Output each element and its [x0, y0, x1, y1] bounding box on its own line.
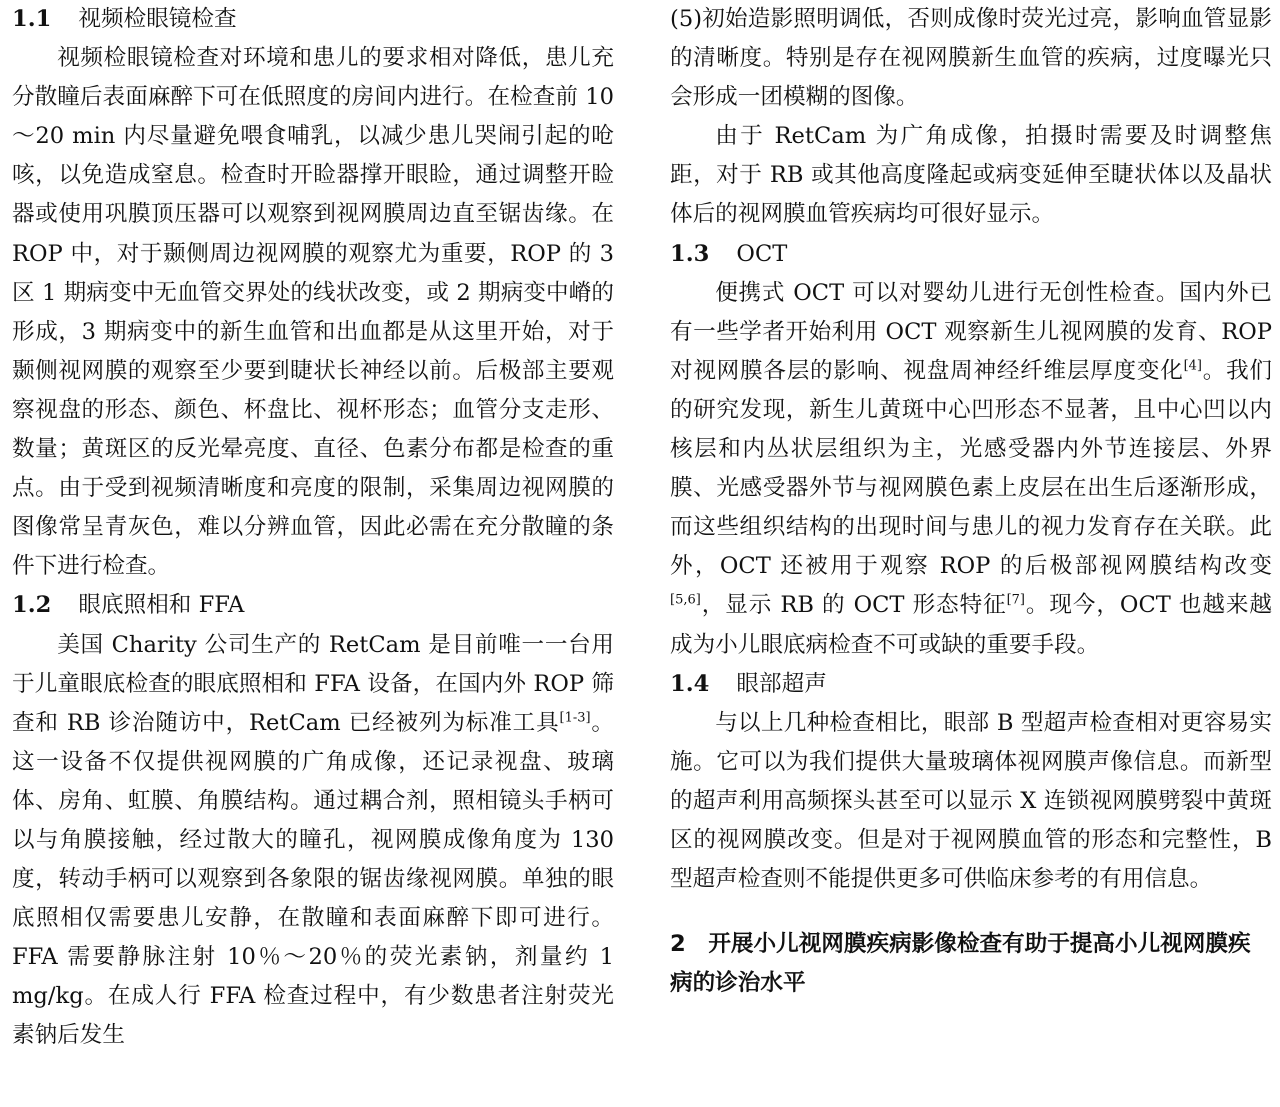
section-number: 1.3 — [670, 240, 710, 267]
section-gap — [670, 899, 1272, 925]
citation-marker: [1-3] — [559, 710, 591, 726]
paragraph-text: 便携式 OCT 可以对婴幼儿进行无创性检查。国内外已有一些学者开始利用 OCT 观察新生儿视网膜的发育、ROP 对视网膜各层的影响、视盘周神经纤维层厚度变化 — [670, 279, 1272, 384]
section-number: 1.4 — [670, 670, 710, 697]
section-heading-2 — [670, 925, 1272, 1003]
paragraph-text: 。这一设备不仅提供视网膜的广角成像，还记录视盘、玻璃体、房角、虹膜、角膜结构。通过耦合剂，照相镜头手柄可以与角膜接触，经过散大的瞳孔，视网膜成像角度为 130 度，转动手柄可以观察到各象限的锯齿缘视网膜。单独的眼底照相仅需要患儿安静，在散瞳和表面麻醉下即可进行。FFA 需要静脉注射 10％～20％的荧光素钠，剂量约 1 mg/kg。在成人行 FFA 检查过程中，有少数患者注射荧光素钠后发生 — [12, 709, 615, 1049]
section-heading-1-4 — [670, 665, 1272, 704]
paragraph-text: 。我们的研究发现，新生儿黄斑中心凹形态不显著，且中心凹以内核层和内丛状层组织为主，光感受器内外节连接层、外界膜、光感受器外节与视网膜色素上皮层在出生后逐渐形成，而这些组织结构的出现时间与患儿的视力发育存在关联。此外，OCT 还被用于观察 ROP 的后极部视网膜结构改变 — [670, 357, 1273, 580]
section-title: 开展小儿视网膜疾病影像检查有助于提高小儿视网膜疾病的诊治水平 — [670, 931, 1251, 997]
section-number: 2 — [670, 931, 686, 958]
section-heading-1-1 — [12, 0, 614, 39]
paragraph-ffa-step-5: (5)初始造影照明调低，否则成像时荧光过亮，影响血管显影的清晰度。特别是存在视网膜新生血管的疾病，过度曝光只会形成一团模糊的图像。 — [670, 6, 1272, 111]
section-heading-1-3 — [670, 235, 1272, 274]
right-column — [670, 0, 1272, 1003]
section-heading-1-2 — [12, 586, 614, 625]
section-number: 1.1 — [12, 6, 52, 32]
paragraph-video-ophthalmoscopy: 视频检眼镜检查对环境和患儿的要求相对降低，患儿充分散瞳后表面麻醉下可在低照度的房间内进行。在检查前 10～20 min 内尽量避免喂食哺乳，以减少患儿哭闹引起的呛咳，以免造成窒息。检查时开睑器撑开眼睑，通过调整开睑器或使用巩膜顶压器可以观察到视网膜周边直至锯齿缘。在 ROP 中，对于颞侧周边视网膜的观察尤为重要，ROP 的 3 区 1 期病变中无血管交界处的线状改变，或 2 期病变中嵴的形成，3 期病变中的新生血管和出血都是从这里开始，对于颞侧视网膜的观察至少要到睫状长神经以前。后极部主要观察视盘的形态、颜色、杯盘比、视杯形态；血管分支走形、数量；黄斑区的反光晕亮度、直径、色素分布都是检查的重点。由于受到视频清晰度和亮度的限制，采集周边视网膜的图像常呈青灰色，难以分辨血管，因此必需在充分散瞳的条件下进行检查。 — [12, 45, 614, 580]
paragraph-oct — [670, 274, 1272, 665]
section-title: 眼底照相和 FFA — [78, 592, 245, 619]
citation-marker: [5,6] — [670, 592, 701, 608]
section-title: 眼部超声 — [736, 670, 827, 697]
paragraph-ultrasound: 与以上几种检查相比，眼部 B 型超声检查相对更容易实施。它可以为我们提供大量玻璃体视网膜声像信息。而新型的超声利用高频探头甚至可以显示 X 连锁视网膜劈裂中黄斑区的视网膜改变。但是对于视网膜血管的形态和完整性，B 型超声检查则不能提供更多可供临床参考的有用信息。 — [670, 709, 1272, 893]
paragraph-text: ，显示 RB 的 OCT 形态特征 — [700, 592, 1007, 619]
paragraph-retcam-focus: 由于 RetCam 为广角成像，拍摄时需要及时调整焦距，对于 RB 或其他高度隆起或病变延伸至睫状体以及晶状体后的视网膜血管疾病均可很好显示。 — [670, 123, 1272, 228]
section-title: 视频检眼镜检查 — [78, 6, 237, 32]
left-column — [12, 0, 614, 1056]
section-number: 1.2 — [12, 592, 52, 619]
citation-marker: [4] — [1183, 358, 1202, 374]
paragraph-text: 美国 Charity 公司生产的 RetCam 是目前唯一一台用于儿童眼底检查的眼底照相和 FFA 设备，在国内外 ROP 筛查和 RB 诊治随访中，RetCam 已经被列为标准工具 — [12, 631, 614, 736]
paragraph-fundus-photography — [12, 626, 614, 1056]
section-title: OCT — [736, 240, 788, 267]
paragraph-text: 。现今，OCT 也越来越成为小儿眼底病检查不可或缺的重要手段。 — [670, 592, 1272, 658]
citation-marker: [7] — [1006, 592, 1026, 608]
